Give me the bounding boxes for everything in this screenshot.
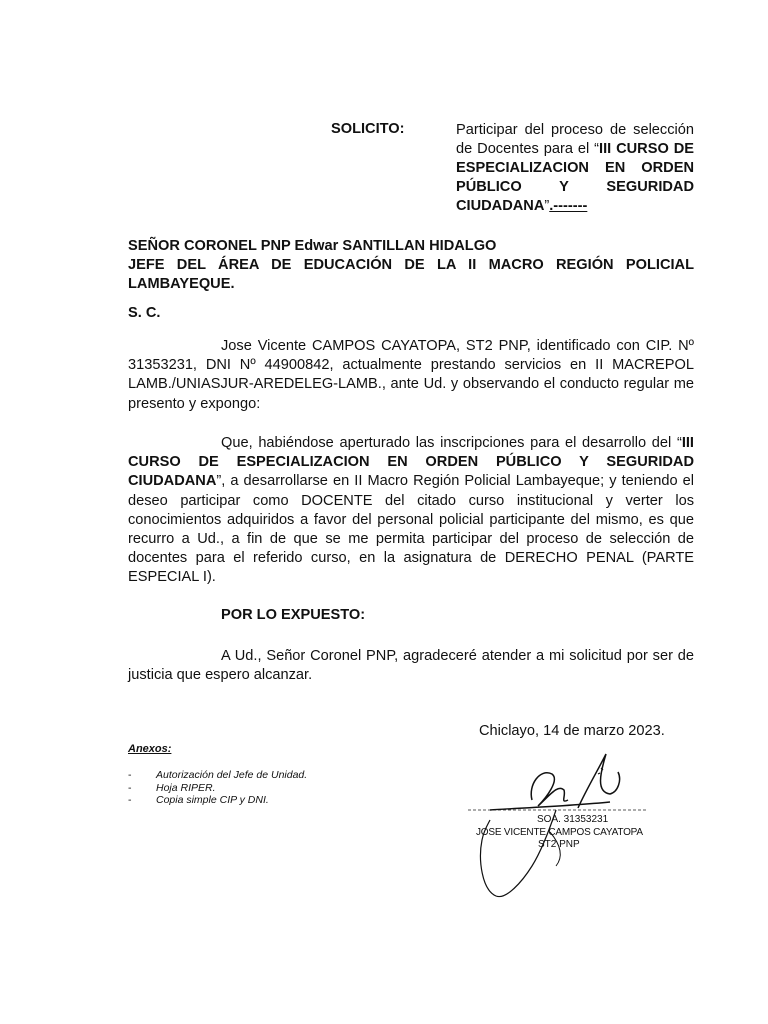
list-item-text: Autorización del Jefe de Unidad. xyxy=(156,769,308,781)
paragraph-closing xyxy=(128,647,694,685)
signature-rank: ST2 PNP xyxy=(538,839,580,850)
paragraph-request-end: ”, a desarrollarse en II Macro Región Policial Lambayeque; y teniendo el deseo participar como DOCENTE del citado curso institucional y verter los conocimientos adquiridos a favor del personal policial participante del mismo, es que recurro a Ud., a fin de que se me permita participar del proceso de selección de docentes para el referido curso, en la asignatura de DERECHO PENAL (PARTE ESPECIAL I). xyxy=(128,473,694,586)
solicito-label: SOLICITO: xyxy=(331,121,405,137)
paragraph-intro-text: Jose Vicente CAMPOS CAYATOPA, ST2 PNP, identificado con CIP. Nº 31353231, DNI Nº 44900842, actualmente prestando servicios en II MACREPOL LAMB./UNIASJUR-AREDELEG-LAMB., ante Ud. y observando el conducto regular me presento y expongo: xyxy=(128,338,694,412)
sc-label: S. C. xyxy=(128,305,161,321)
list-bullet: - xyxy=(128,781,132,794)
paragraph-request-course: III CURSO DE ESPECIALIZACION EN ORDEN PÚBLICO Y SEGURIDAD CIUDADANA xyxy=(128,435,694,490)
signature-name: JOSE VICENTE CAMPOS CAYATOPA xyxy=(476,827,643,838)
addressee-line-3: LAMBAYEQUE. xyxy=(128,276,235,292)
list-item xyxy=(128,782,307,795)
list-bullet: - xyxy=(128,794,132,806)
addressee-line-2: JEFE DEL ÁREA DE EDUCACIÓN DE LA II MACRO REGIÓN POLICIAL xyxy=(128,257,694,273)
signature-stroke xyxy=(578,754,620,808)
signature-cip: SOA. 31353231 xyxy=(537,814,609,825)
place-date: Chiclayo, 14 de marzo 2023. xyxy=(479,723,665,739)
list-item xyxy=(128,794,307,807)
solicito-close-quote: ” xyxy=(544,198,550,214)
list-item-text: Hoja RIPER. xyxy=(156,781,216,794)
solicito-course-title: III CURSO DE ESPECIALIZACION EN ORDEN PÚBLICO Y SEGURIDAD CIUDADANA xyxy=(456,141,694,214)
signature-stroke xyxy=(490,802,610,810)
addressee-line-1: SEÑOR CORONEL PNP Edwar SANTILLAN HIDALGO xyxy=(128,238,497,254)
anexos-list xyxy=(128,769,307,807)
solicito-plain: Participar del proceso de selección de Docentes para el “ xyxy=(456,122,694,157)
list-item xyxy=(128,769,307,782)
list-bullet: - xyxy=(128,769,132,781)
solicito-subject xyxy=(456,121,694,216)
anexos-title: Anexos: xyxy=(128,743,172,755)
list-item-text: Copia simple CIP y DNI. xyxy=(156,794,269,806)
solicito-tail: .------- xyxy=(549,198,588,214)
paragraph-intro xyxy=(128,337,694,414)
por-lo-expuesto-heading: POR LO EXPUESTO: xyxy=(221,607,366,623)
paragraph-request xyxy=(128,434,694,588)
signature-stroke xyxy=(531,773,568,806)
paragraph-request-start: Que, habiéndose aperturado las inscripciones para el desarrollo del “ xyxy=(221,435,682,451)
addressee-block xyxy=(128,237,694,294)
paragraph-closing-text: A Ud., Señor Coronel PNP, agradeceré atender a mi solicitud por ser de justicia que espero alcanzar. xyxy=(128,648,694,684)
